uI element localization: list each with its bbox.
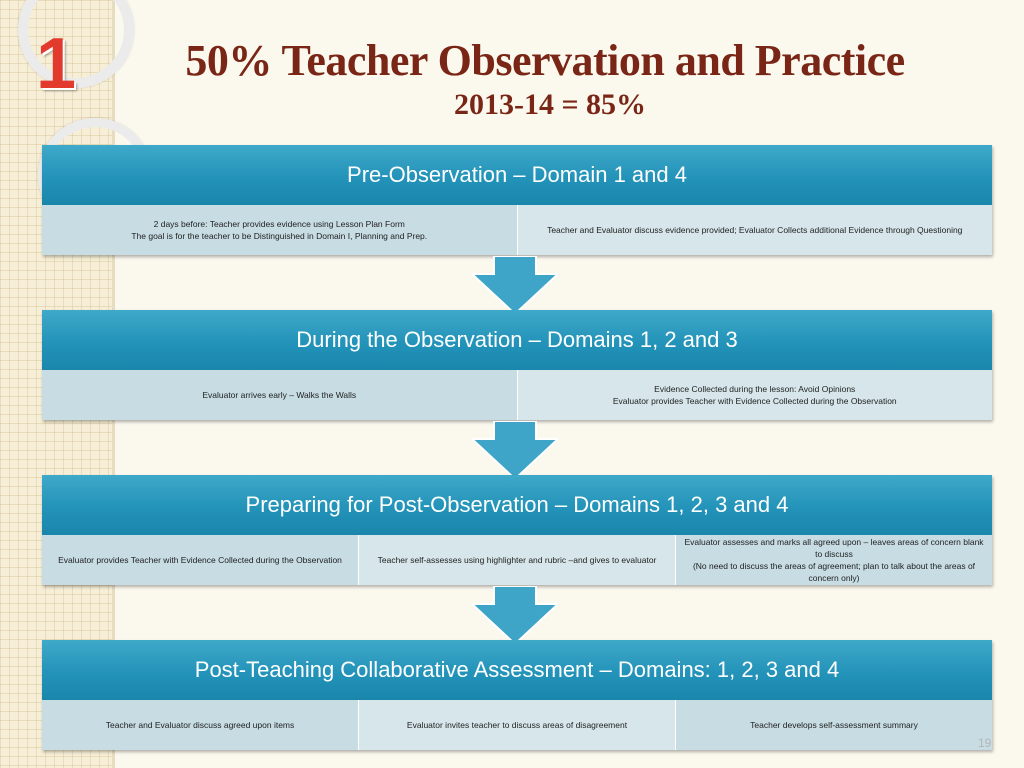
stage-cell xyxy=(676,700,992,750)
cell-text: Teacher develops self-assessment summary xyxy=(750,720,918,730)
flow-arrow-down-icon xyxy=(472,586,558,644)
cell-text: Teacher and Evaluator discuss agreed upon items xyxy=(105,720,295,730)
cell-text: Evaluator provides Teacher with Evidence Collected during the Observation xyxy=(58,555,342,565)
stage-details xyxy=(42,535,992,585)
cell-text: (No need to discuss the areas of agreement; plan to talk about the areas of concern only) xyxy=(692,561,976,583)
stage-preparing-post-observation xyxy=(42,475,992,585)
slide-title: 50% Teacher Observation and Practice xyxy=(185,36,905,85)
stage-heading: Preparing for Post-Observation – Domains 1, 2, 3 and 4 xyxy=(42,475,992,535)
page-number: 19 xyxy=(978,736,992,750)
cell-text: Teacher self-assesses using highlighter and rubric –and gives to evaluator xyxy=(377,555,657,565)
stage-cell xyxy=(42,205,518,255)
stage-cell xyxy=(42,535,359,585)
cell-text: 2 days before: Teacher provides evidence using Lesson Plan Form xyxy=(153,219,405,229)
stage-during-observation xyxy=(42,310,992,420)
stage-cell xyxy=(518,205,993,255)
stage-cell xyxy=(518,370,993,420)
cell-text: Evaluator provides Teacher with Evidence Collected during the Observation xyxy=(612,396,897,406)
cell-text: The goal is for the teacher to be Distinguished in Domain I, Planning and Prep. xyxy=(131,231,428,241)
stage-cell xyxy=(42,700,359,750)
cell-text: Evaluator assesses and marks all agreed upon – leaves areas of concern blank to discuss xyxy=(684,537,984,559)
stage-cell xyxy=(359,535,676,585)
stage-heading: During the Observation – Domains 1, 2 and 3 xyxy=(42,310,992,370)
stage-pre-observation xyxy=(42,145,992,255)
cell-text: Evaluator arrives early – Walks the Walls xyxy=(202,390,357,400)
stage-heading: Pre-Observation – Domain 1 and 4 xyxy=(42,145,992,205)
cell-text: Teacher and Evaluator discuss evidence provided; Evaluator Collects additional Evidence through Questioning xyxy=(547,225,963,235)
stage-details xyxy=(42,370,992,420)
stage-heading: Post-Teaching Collaborative Assessment – Domains: 1, 2, 3 and 4 xyxy=(42,640,992,700)
stage-details xyxy=(42,700,992,750)
stage-cell xyxy=(42,370,518,420)
slide-number-badge: 1 xyxy=(36,24,77,104)
cell-text: Evaluator invites teacher to discuss areas of disagreement xyxy=(406,720,628,730)
stage-details xyxy=(42,205,992,255)
cell-text: Evidence Collected during the lesson: Avoid Opinions xyxy=(654,384,856,394)
flow-arrow-down-icon xyxy=(472,421,558,479)
flow-arrow-down-icon xyxy=(472,256,558,314)
stage-cell xyxy=(359,700,676,750)
stage-post-teaching-assessment xyxy=(42,640,992,750)
slide-subtitle: 2013-14 = 85% xyxy=(453,88,647,121)
stage-cell xyxy=(676,535,992,585)
